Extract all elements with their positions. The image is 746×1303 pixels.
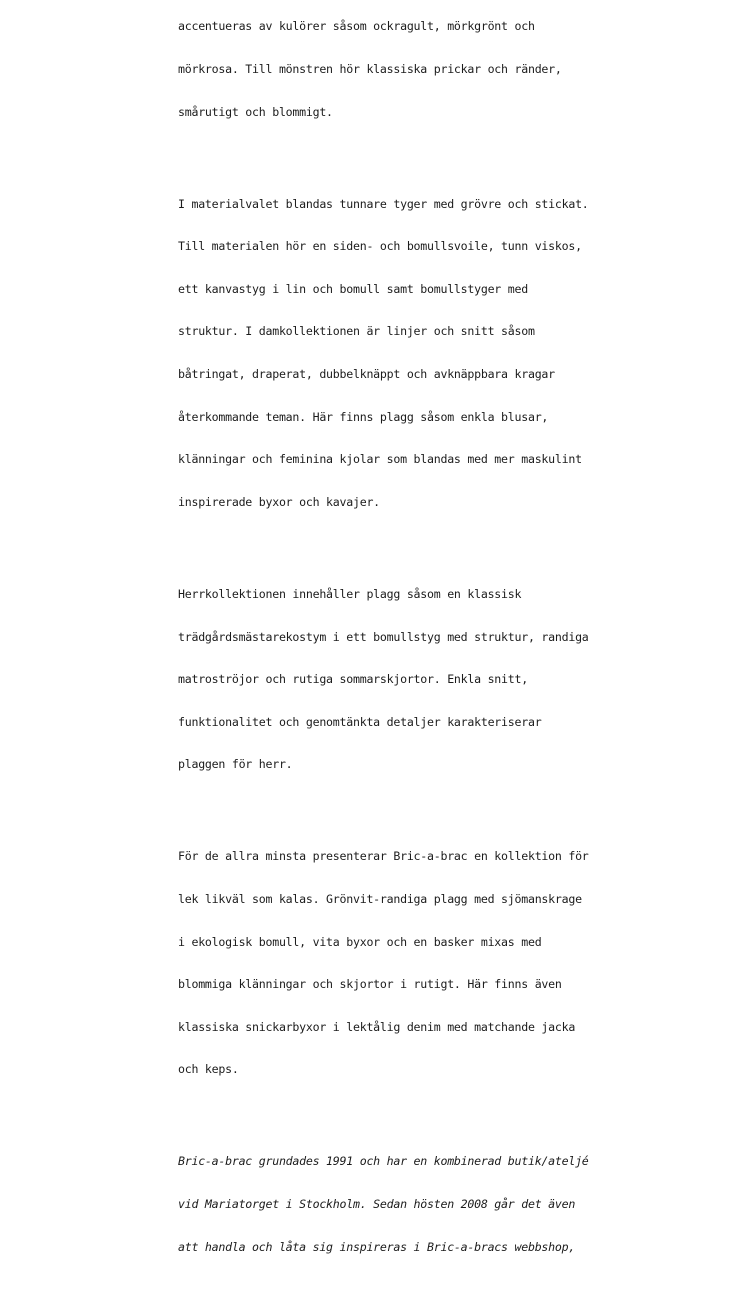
text-line: ett kanvastyg i lin och bomull samt bomullstyger med (178, 281, 528, 296)
text-line: Till materialen hör en siden- och bomullsvoile, tunn viskos, (178, 239, 582, 254)
text-line: klassiska snickarbyxor i lektålig denim med matchande jacka (178, 1019, 576, 1034)
paragraph-about (178, 1126, 738, 1282)
text-line: återkommande teman. Här finns plagg såsom enkla blusar, (178, 409, 549, 424)
text-line: och keps. (178, 1062, 239, 1077)
text-line: Herrkollektionen innehåller plagg såsom en klassisk (178, 586, 522, 601)
paragraph-kids (178, 821, 738, 1105)
text-line: För de allra minsta presenterar Bric-a-brac en kollektion för (178, 849, 589, 864)
text-line: Bric-a-brac grundades 1991 och har en kombinerad butik/ateljé (178, 1154, 589, 1169)
text-line: matroströjor och rutiga sommarskjortor. Enkla snitt, (178, 672, 528, 687)
text-line: vid Mariatorget i Stockholm. Sedan hösten 2008 går det även (178, 1197, 576, 1212)
text-line: båtringat, draperat, dubbelknäppt och avknäppbara kragar (178, 367, 555, 382)
text-line: funktionalitet och genomtänkta detaljer karakteriserar (178, 714, 542, 729)
text-line: plaggen för herr. (178, 757, 293, 772)
text-line: struktur. I damkollektionen är linjer och snitt såsom (178, 324, 535, 339)
text-line: inspirerade byxor och kavajer. (178, 494, 380, 509)
text-line: blommiga klänningar och skjortor i rutigt. Här finns även (178, 977, 562, 992)
text-line: mörkrosa. Till mönstren hör klassiska prickar och ränder, (178, 62, 562, 77)
paragraph-colors (178, 0, 738, 147)
text-line: att handla och låta sig inspireras i Bric-a-bracs webbshop, (178, 1239, 576, 1254)
paragraph-materials (178, 168, 738, 537)
text-line: I materialvalet blandas tunnare tyger med grövre och stickat. (178, 196, 589, 211)
text-line: accentueras av kulörer såsom ockragult, mörkgrönt och (178, 19, 535, 34)
text-line: klänningar och feminina kjolar som blandas med mer maskulint (178, 452, 582, 467)
text-line: i ekologisk bomull, vita byxor och en basker mixas med (178, 934, 542, 949)
paragraph-menswear (178, 559, 738, 800)
text-line: lek likväl som kalas. Grönvit-randiga plagg med sjömanskrage (178, 891, 582, 906)
text-line: smårutigt och blommigt. (178, 104, 333, 119)
document-page (178, 0, 738, 1303)
text-line: trädgårdsmästarekostym i ett bomullstyg med struktur, randiga (178, 629, 589, 644)
